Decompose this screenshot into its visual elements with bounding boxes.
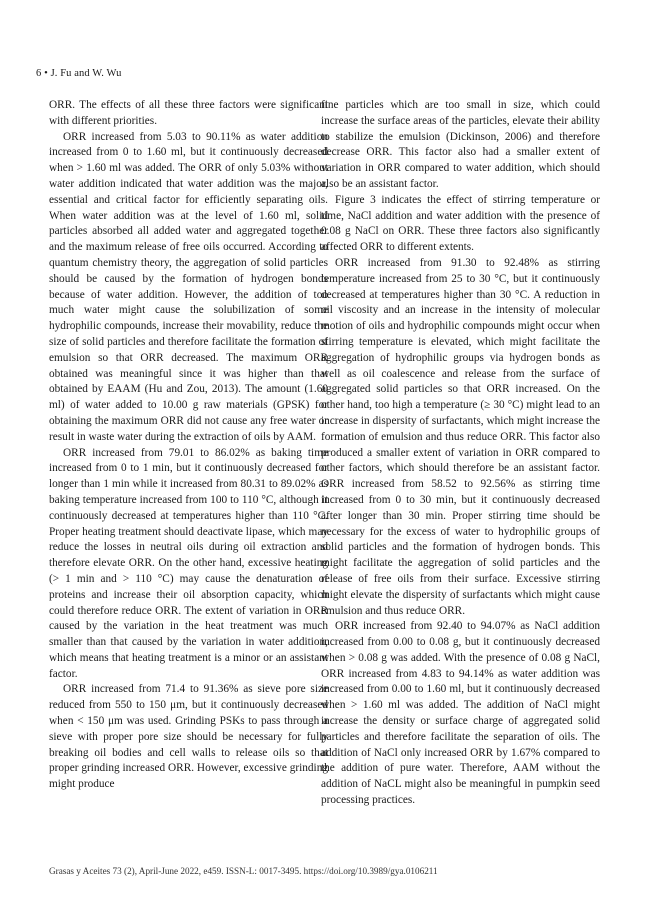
paragraph-sieve-size: ORR increased from 71.4 to 91.36% as sieve pore size reduced from 550 to 150 μm, but it continuously decreased when < 150 μm was used. Grinding PSKs to pass through a sieve with proper pore size should be necessary for fully breaking oil bodies and cell walls to release oils so that proper grinding increased ORR. However, excessive grinding might produce: [49, 683, 328, 791]
paragraph-stirring: ORR increased from 91.30 to 92.48% as stirring temperature increased from 25 to 30 °C, but it continuously decreased at temperatures higher than 30 °C. A reduction in oil viscosity and an increase in the intensity of molecular motion of oils and hydrophilic compounds might occur when stirring temperature is elevated, which might facilitate the aggregation of hydrophilic groups via hydrogen bonds as well as oil coalescence and release from the surface of aggregated solid particles so that ORR increased. On the other hand, too high a temperature (≥ 30 °C) might lead to an increase in dispersity of surfactants, which might increase the formation of emulsion and thus reduce ORR. This factor also produced a smaller extent of variation in ORR compared to other factors, which should therefore be an assistant factor. ORR increased from 58.52 to 92.56% as stirring time increased from 0 to 30 min, but it continuously decreased after longer than 30 min. Proper stirring time should be necessary for the excess of water to hydrophilic groups of solid particles and the formation of hydrogen bonds. This might facilitate the aggregation of solid particles and the release of free oils from their surface. Excessive stirring might elevate the dispersity of surfactants which might cause emulsion and thus reduce ORR.: [321, 256, 600, 617]
paragraph-grinding-continuation: fine particles which are too small in size, which could increase the surface areas of the particles, elevate their ability to stabilize the emulsion (Dickinson, 2006) and therefore decrease ORR. This factor also had a smaller extent of variation in ORR compared to water addition, which should also be an assistant factor.: [321, 99, 600, 190]
left-column: [49, 98, 328, 793]
paragraph-figure-3-intro: Figure 3 indicates the effect of stirring temperature or time, NaCl addition and water addition with the presence of 0.08 g NaCl on ORR. These three factors also significantly affected ORR to different extents.: [321, 193, 600, 254]
paragraph-continuation: ORR. The effects of all these three factors were significant with different priorities.: [49, 99, 328, 127]
paragraph-nacl: ORR increased from 92.40 to 94.07% as NaCl addition increased from 0.00 to 0.08 g, but it continuously decreased when > 0.08 g was added. With the presence of 0.08 g NaCl, ORR increased from 4.83 to 94.14% as water addition was increased from 0.00 to 1.60 ml, but it continuously decreased when > 1.60 ml was added. The addition of NaCl might increase the density or surface charge of aggregated solid particles and therefore facilitate the separation of oils. The addition of NaCl only increased ORR by 1.67% compared to the addition of pure water. Therefore, AAM without the addition of NaCL might also be meaningful in pumpkin seed processing practices.: [321, 620, 600, 807]
paragraph-baking: ORR increased from 79.01 to 86.02% as baking time increased from 0 to 1 min, but it continuously decreased for longer than 1 min while it increased from 80.31 to 89.02% as baking temperature increased from 100 to 110 °C, although it continuously decreased at temperatures higher than 110 °C. Proper heating treatment should deactivate lipase, which may reduce the losses in neutral oils during oil extraction and therefore elevate ORR. On the other hand, excessive heating (> 1 min and > 110 °C) may cause the denaturation of proteins and increase their oil absorption capacity, which could therefore reduce ORR. The extent of variation in ORR caused by the variation in the heat treatment was much smaller than that caused by the variation in water addition, which means that heating treatment is a minor or an assistant factor.: [49, 446, 328, 680]
journal-footer: Grasas y Aceites 73 (2), April-June 2022, e459. ISSN-L: 0017-3495. https://doi.org/10.3989/gya.0106211: [49, 866, 438, 876]
right-column: [321, 98, 600, 809]
paragraph-water-addition: ORR increased from 5.03 to 90.11% as water addition increased from 0 to 1.60 ml, but it continuously decreased when > 1.60 ml was added. The ORR of only 5.03% without water addition indicated that water addition was the major, essential and critical factor for efficiently separating oils. When water addition was at the level of 1.60 ml, solid particles absorbed all added water and aggregated together and the maximum release of free oils occurred. According to quantum chemistry theory, the aggregation of solid particles should be caused by the formation of hydrogen bonds because of water addition. However, the addition of too much water might cause the solubilization of some hydrophilic compounds, increase their movability, reduce the size of solid particles and therefore facilitate the formation of emulsion so that ORR decreased. The maximum ORR obtained was meaningful since it was higher than that obtained by EAAM (Hu and Zou, 2013). The amount (1.60 ml) of water added to 10.00 g raw materials (GPSK) for obtaining the maximum ORR did not cause any free water or result in waste water during the extraction of oils by AAM.: [49, 130, 328, 443]
running-head: 6 • J. Fu and W. Wu: [36, 68, 122, 79]
